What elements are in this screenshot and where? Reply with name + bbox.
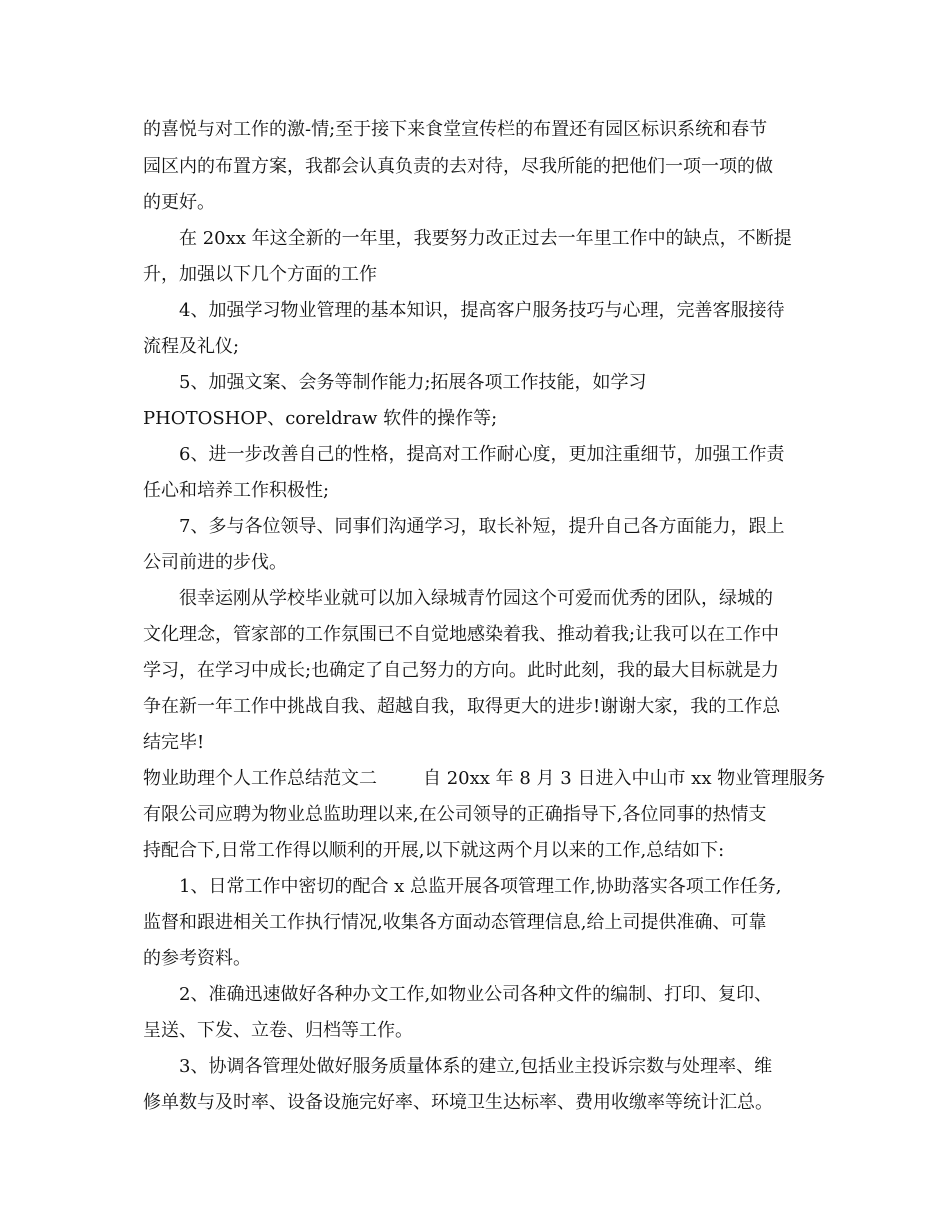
text-line: 2、准确迅速做好各种办文工作,如物业公司各种文件的编制、打印、复印、 xyxy=(179,984,773,1005)
text-line: PHOTOSHOP、coreldraw 软件的操作等; xyxy=(143,408,498,429)
text-line: 呈送、下发、立卷、归档等工作。 xyxy=(143,1020,413,1041)
text-line: 升，加强以下几个方面的工作 xyxy=(143,264,377,285)
text-line: 学习，在学习中成长;也确定了自己努力的方向。此时此刻，我的最大目标就是力 xyxy=(143,660,780,681)
text-line: 1、日常工作中密切的配合 x 总监开展各项管理工作,协助落实各项工作任务, xyxy=(179,876,782,897)
text-line: 的参考资料。 xyxy=(143,948,251,969)
text-line: 流程及礼仪; xyxy=(143,336,240,357)
text-line: 在 20xx 年这全新的一年里，我要努力改正过去一年里工作中的缺点，不断提 xyxy=(179,228,792,249)
text-line: 文化理念，管家部的工作氛围已不自觉地感染着我、推动着我;让我可以在工作中 xyxy=(143,624,780,645)
text-line: 6、进一步改善自己的性格，提高对工作耐心度，更加注重细节，加强工作责 xyxy=(179,444,785,465)
text-line: 有限公司应聘为物业总监助理以来,在公司领导的正确指导下,各位同事的热情支 xyxy=(143,804,767,825)
text-line: 公司前进的步伐。 xyxy=(143,552,287,573)
text-line: 的喜悦与对工作的激-情;至于接下来食堂宣传栏的布置还有园区标识系统和春节 xyxy=(143,119,768,140)
text-line: 4、加强学习物业管理的基本知识，提高客户服务技巧与心理，完善客服接待 xyxy=(179,300,785,321)
text-line: 7、多与各位领导、同事们沟通学习，取长补短，提升自己各方面能力，跟上 xyxy=(179,516,785,537)
text-line: 修单数与及时率、设备设施完好率、环境卫生达标率、费用收缴率等统计汇总。 xyxy=(143,1092,773,1113)
text-line: 园区内的布置方案，我都会认真负责的去对待，尽我所能的把他们一项一项的做 xyxy=(143,156,773,177)
text-line: 争在新一年工作中挑战自我、超越自我，取得更大的进步!谢谢大家，我的工作总 xyxy=(143,696,781,717)
text-line: 自 20xx 年 8 月 3 日进入中山市 xx 物业管理服务 xyxy=(423,768,826,789)
text-line: 任心和培养工作积极性; xyxy=(143,480,330,501)
text-line: 3、协调各管理处做好服务质量体系的建立,包括业主投诉宗数与处理率、维 xyxy=(179,1056,773,1077)
text-line: 结完毕! xyxy=(143,732,205,753)
text-line: 监督和跟进相关工作执行情况,收集各方面动态管理信息,给上司提供准确、可靠 xyxy=(143,912,767,933)
text-line: 的更好。 xyxy=(143,192,215,213)
text-line: 持配合下,日常工作得以顺利的开展,以下就这两个月以来的工作,总结如下: xyxy=(143,840,725,861)
text-line: 5、加强文案、会务等制作能力;拓展各项工作技能，如学习 xyxy=(179,372,647,393)
text-line: 很幸运刚从学校毕业就可以加入绿城青竹园这个可爱而优秀的团队，绿城的 xyxy=(179,588,773,609)
section-heading: 物业助理个人工作总结范文二 xyxy=(143,768,377,789)
